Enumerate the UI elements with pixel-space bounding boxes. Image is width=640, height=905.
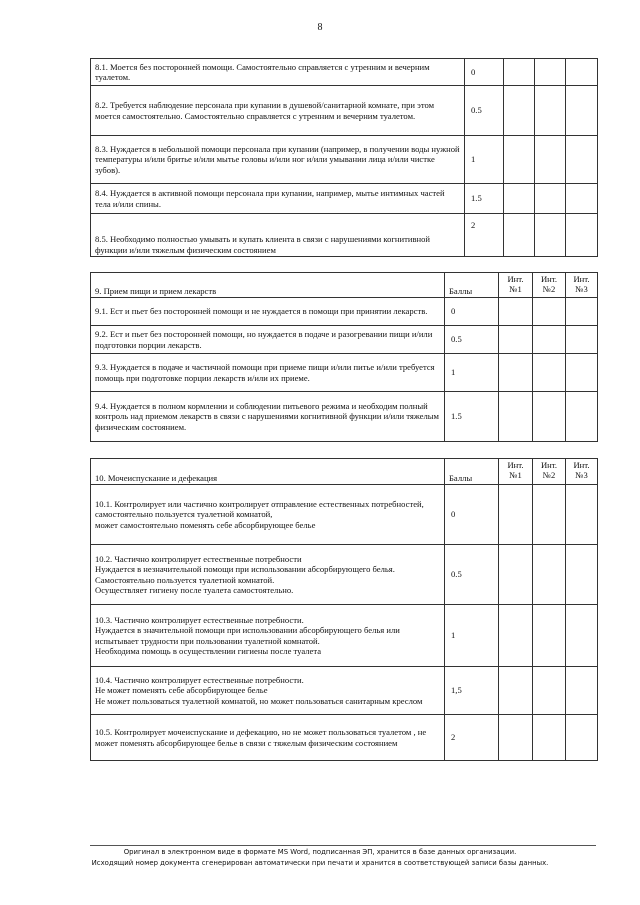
int1-cell[interactable] [504, 214, 535, 257]
int2-cell[interactable] [533, 326, 566, 354]
table-row [91, 715, 598, 761]
int2-cell[interactable] [535, 86, 566, 136]
criterion-text: 8.3. Нуждается в небольшой помощи персонала при купании (например, в получении воды нужной температуры и/или бритье и/или мытье головы и/или ног и/или умывании лица и/или чистке зубов). [91, 136, 465, 184]
int3-cell[interactable] [566, 667, 598, 715]
score-value: 1 [445, 354, 499, 392]
table-row [91, 59, 598, 86]
score-header: Баллы [445, 273, 499, 298]
criterion-text: 10.2. Частично контролирует естественные потребности Нуждается в незначительной помощи при использовании абсорбирующего белья. Самостоятельно пользуется туалетной комнатой. Осуществляет гигиену после туалета самостоятельно. [91, 545, 445, 605]
int2-cell[interactable] [533, 605, 566, 667]
int3-header: Инт. №3 [566, 273, 598, 298]
footer-divider [90, 845, 596, 846]
criterion-text: 8.2. Требуется наблюдение персонала при купании в душевой/санитарной комнате, при этом моется самостоятельно. Самостоятельно справляется с утренним и вечерним туалетом. [91, 86, 465, 136]
criterion-text: 10.1. Контролирует или частично контролирует отправление естественных потребностей, самостоятельно пользуется туалетной комнатой, может самостоятельно поменять себе абсорбирующее белье [91, 485, 445, 545]
int2-cell[interactable] [535, 59, 566, 86]
int3-cell[interactable] [566, 214, 598, 257]
score-value: 1 [445, 605, 499, 667]
int3-header: Инт. №3 [566, 459, 598, 485]
table-row [91, 485, 598, 545]
section-title: 10. Мочеиспускание и дефекация [91, 459, 445, 485]
int2-cell[interactable] [533, 392, 566, 442]
int2-cell[interactable] [533, 545, 566, 605]
table-eating [90, 272, 598, 442]
criterion-text: 9.4. Нуждается в полном кормлении и соблюдении питьевого режима и необходим полный контроль над приемом лекарств в связи с нарушениями когнитивной функции и/или тяжелым физическим состоянием. [91, 392, 445, 442]
int1-header: Инт. №1 [499, 273, 533, 298]
int2-cell[interactable] [533, 354, 566, 392]
int2-cell[interactable] [533, 715, 566, 761]
section-title: 9. Прием пищи и прием лекарств [91, 273, 445, 298]
int3-cell[interactable] [566, 545, 598, 605]
int2-cell[interactable] [535, 184, 566, 214]
table-row [91, 298, 598, 326]
footer-line-2: Исходящий номер документа сгенерирован автоматически при печати и хранится в соответствующей записи базы данных. [91, 859, 549, 867]
table-row [91, 605, 598, 667]
int1-cell[interactable] [499, 392, 533, 442]
table-header-row [91, 459, 598, 485]
score-value: 0 [445, 485, 499, 545]
criterion-text: 8.5. Необходимо полностью умывать и купать клиента в связи с нарушениями когнитивной функции и/или тяжелым физическим состоянием [91, 214, 465, 257]
score-value: 0.5 [465, 86, 504, 136]
int3-cell[interactable] [566, 59, 598, 86]
int1-cell[interactable] [499, 667, 533, 715]
int3-cell[interactable] [566, 298, 598, 326]
score-value: 1.5 [445, 392, 499, 442]
score-value: 0 [465, 59, 504, 86]
int1-cell[interactable] [499, 715, 533, 761]
int1-cell[interactable] [499, 485, 533, 545]
score-value: 2 [445, 715, 499, 761]
score-value: 2 [465, 214, 504, 257]
score-value: 1,5 [445, 667, 499, 715]
int3-cell[interactable] [566, 605, 598, 667]
criterion-text: 8.1. Моется без посторонней помощи. Самостоятельно справляется с утренним и вечерним туалетом. [91, 59, 465, 86]
table-toileting [90, 458, 598, 761]
int3-cell[interactable] [566, 392, 598, 442]
int1-cell[interactable] [499, 326, 533, 354]
table-header-row [91, 273, 598, 298]
score-value: 1 [465, 136, 504, 184]
score-header: Баллы [445, 459, 499, 485]
int1-cell[interactable] [499, 545, 533, 605]
criterion-text: 8.4. Нуждается в активной помощи персонала при купании, например, мытье интимных частей тела и/или спины. [91, 184, 465, 214]
int2-header: Инт. №2 [533, 459, 566, 485]
table-row [91, 354, 598, 392]
table-row [91, 184, 598, 214]
score-value: 1.5 [465, 184, 504, 214]
int2-header: Инт. №2 [533, 273, 566, 298]
int1-cell[interactable] [504, 86, 535, 136]
table-row [91, 667, 598, 715]
page-number: 8 [317, 22, 323, 33]
table-row [91, 326, 598, 354]
table-row [91, 545, 598, 605]
int3-cell[interactable] [566, 354, 598, 392]
criterion-text: 9.1. Ест и пьет без посторонней помощи и не нуждается в помощи при принятии лекарств. [91, 298, 445, 326]
int1-cell[interactable] [504, 59, 535, 86]
int2-cell[interactable] [533, 485, 566, 545]
footer-line-1: Оригинал в электронном виде в формате MS Word, подписанная ЭП, хранится в базе данных организации. [123, 848, 517, 856]
int3-cell[interactable] [566, 184, 598, 214]
criterion-text: 9.3. Нуждается в подаче и частичной помощи при приеме пищи и/или питье и/или требуется помощь при подготовке порции лекарств и/или их приеме. [91, 354, 445, 392]
table-row [91, 86, 598, 136]
int3-cell[interactable] [566, 326, 598, 354]
table-row [91, 136, 598, 184]
score-value: 0 [445, 298, 499, 326]
int2-cell[interactable] [535, 214, 566, 257]
int1-cell[interactable] [499, 605, 533, 667]
criterion-text: 9.2. Ест и пьет без посторонней помощи, но нуждается в подаче и разогревании пищи и/или подготовки порции лекарств. [91, 326, 445, 354]
int3-cell[interactable] [566, 136, 598, 184]
int1-cell[interactable] [499, 298, 533, 326]
int2-cell[interactable] [533, 298, 566, 326]
int3-cell[interactable] [566, 485, 598, 545]
score-value: 0.5 [445, 326, 499, 354]
int2-cell[interactable] [533, 667, 566, 715]
int1-cell[interactable] [504, 184, 535, 214]
criterion-text: 10.3. Частично контролирует естественные потребности. Нуждается в значительной помощи при использовании абсорбирующего белья или испытывает трудности при пользовании туалетной комнатой. Необходима помощь в осуществлении гигиены после туалета [91, 605, 445, 667]
criterion-text: 10.4. Частично контролирует естественные потребности. Не может поменять себе абсорбирующее белье Не может пользоваться туалетной комнатой, но может пользоваться санитарным креслом [91, 667, 445, 715]
int2-cell[interactable] [535, 136, 566, 184]
int3-cell[interactable] [566, 86, 598, 136]
int1-cell[interactable] [504, 136, 535, 184]
int1-header: Инт. №1 [499, 459, 533, 485]
criterion-text: 10.5. Контролирует мочеиспускание и дефекацию, но не может пользоваться туалетом , не может поменять абсорбирующее белье в связи с тяжелым физическим состоянием [91, 715, 445, 761]
int3-cell[interactable] [566, 715, 598, 761]
table-row [91, 392, 598, 442]
int1-cell[interactable] [499, 354, 533, 392]
table-row [91, 214, 598, 257]
score-value: 0.5 [445, 545, 499, 605]
table-bathing [90, 58, 598, 257]
